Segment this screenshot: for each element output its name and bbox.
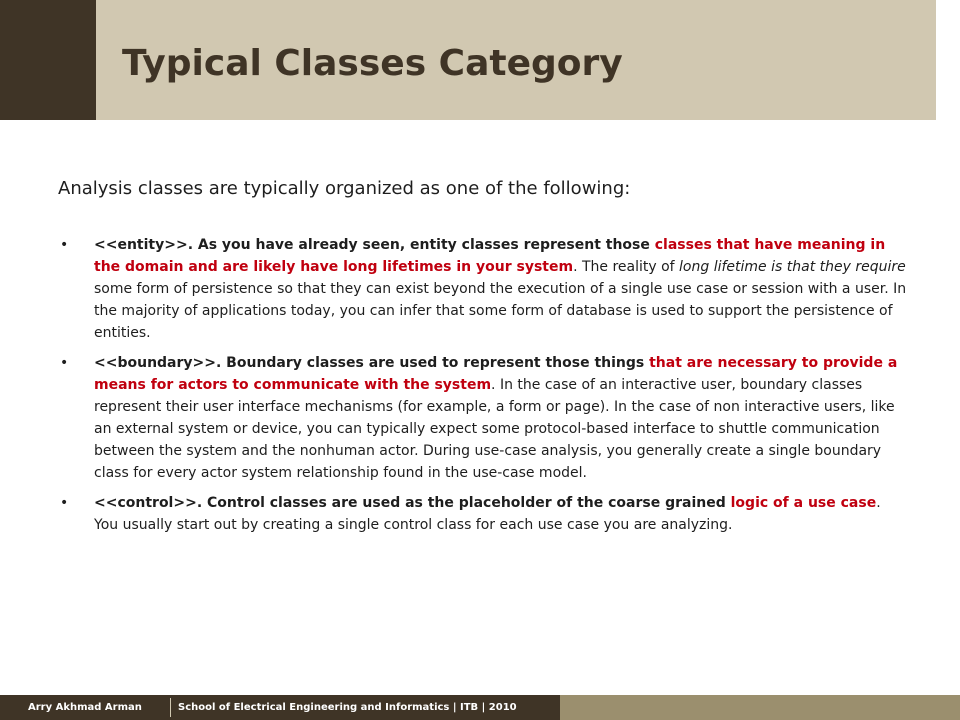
bullet-list xyxy=(60,234,908,544)
bullet-entity xyxy=(60,234,908,344)
title-accent-block xyxy=(0,0,96,120)
bullet-control-highlight: logic of a use case xyxy=(730,495,877,511)
footer-bar xyxy=(0,695,960,720)
bullet-boundary-lead: <<boundary>>. Boundary classes are used to represent those things xyxy=(94,355,650,371)
bullet-entity-highlight: classes that have meaning in the domain and are likely have long lifetimes in your system xyxy=(94,237,886,275)
footer-author: Arry Akhmad Arman xyxy=(28,702,142,713)
bullet-control-text: . You usually start out by creating a single control class for each use case you are analyzing. xyxy=(94,495,881,533)
bullet-entity-italic: long lifetime is that they require xyxy=(679,259,906,275)
bullet-marker: • xyxy=(60,355,69,371)
bullet-boundary xyxy=(60,352,908,484)
bullet-entity-lead: <<entity>>. As you have already seen, entity classes represent those xyxy=(94,237,655,253)
bullet-boundary-highlight: that are necessary to provide a means for actors to communicate with the system xyxy=(94,355,898,393)
footer-separator xyxy=(170,698,171,717)
footer-accent-block xyxy=(560,695,960,720)
bullet-marker: • xyxy=(60,237,69,253)
footer-institution: School of Electrical Engineering and Informatics | ITB | 2010 xyxy=(178,702,517,713)
intro-text: Analysis classes are typically organized as one of the following: xyxy=(58,178,631,199)
bullet-boundary-text: . In the case of an interactive user, boundary classes represent their user interface mechanisms (for example, a form or page). In the case of non interactive users, like an external system or device, you can typically expect some protocol-based interface to shuttle communication between the system and the nonhuman actor. During use-case analysis, you generally create a single boundary class for every actor system relationship found in the use-case model. xyxy=(94,377,895,481)
slide-title: Typical Classes Category xyxy=(122,43,623,84)
bullet-control-lead: <<control>>. Control classes are used as the placeholder of the coarse grained xyxy=(94,495,731,511)
bullet-entity-text: . The reality of xyxy=(573,259,680,275)
bullet-control xyxy=(60,492,908,536)
bullet-marker: • xyxy=(60,495,69,511)
title-band-gap xyxy=(936,0,960,120)
bullet-entity-text-2: some form of persistence so that they can exist beyond the execution of a single use case or session with a user. In the majority of applications today, you can infer that some form of database is used to support the persistence of entities. xyxy=(94,281,907,341)
